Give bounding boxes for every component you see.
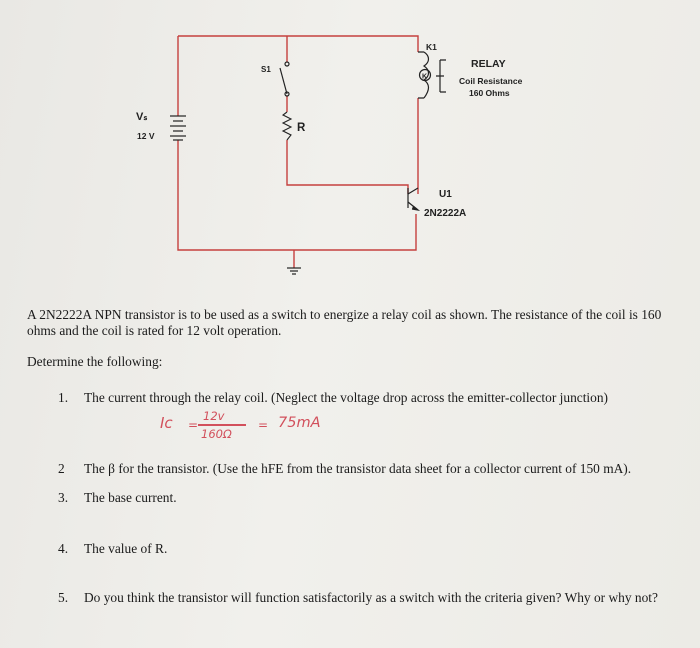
question-2-text: The β for the transistor. (Use the hFE from the transistor data sheet for a collector current of 150 mA).: [84, 461, 632, 476]
instructions-heading: Determine the following:: [27, 354, 163, 369]
circuit-wires: [178, 36, 418, 268]
relay-name-label: RELAY: [471, 58, 506, 70]
question-2: [58, 461, 688, 477]
problem-statement: A 2N2222A NPN transistor is to be used as a switch to energize a relay coil as shown. The resistance of the coil is 160 ohms and the coil is rated for 12 volt operation.: [27, 307, 662, 338]
source-label: Vₛ: [136, 111, 148, 123]
question-3-text: The base current.: [84, 490, 177, 505]
battery-symbol: [170, 116, 186, 140]
question-4: [58, 541, 167, 557]
question-3: [58, 490, 177, 506]
relay-k-marker: K: [422, 73, 428, 81]
handwritten-ic: Ic: [160, 414, 173, 432]
handwritten-equals-2: =: [258, 418, 269, 432]
question-1-text: The current through the relay coil. (Neglect the voltage drop across the emitter-collector junction): [84, 390, 608, 405]
handwritten-result: 75mA: [278, 415, 321, 431]
ground-symbol: [287, 268, 301, 274]
handwritten-fraction-bar: [198, 424, 246, 426]
transistor-reference-label: U1: [439, 189, 452, 200]
question-5: [58, 590, 658, 606]
question-1-number: 1.: [58, 390, 69, 405]
switch-label: S1: [261, 65, 271, 74]
npn-transistor-symbol: [408, 188, 418, 210]
handwritten-numerator: 12v: [203, 409, 225, 423]
source-voltage: 12 V: [137, 131, 155, 141]
question-2-number: 2: [58, 461, 65, 476]
relay-circuit-diagram: [0, 0, 700, 290]
question-5-text: Do you think the transistor will function satisfactorily as a switch with the criteria given? Why or why not?: [84, 590, 658, 605]
handwritten-equals-1: =: [188, 418, 199, 432]
question-1: [58, 390, 618, 406]
left-bottom-wire: [178, 140, 416, 250]
resistor-symbol: [283, 112, 291, 140]
question-5-number: 5.: [58, 590, 69, 605]
relay-reference-label: K1: [426, 42, 437, 52]
question-4-text: The value of R.: [84, 541, 168, 556]
handwritten-denominator: 160Ω: [201, 427, 232, 441]
transistor-part-label: 2N2222A: [424, 208, 467, 219]
resistor-to-base-wire: [287, 140, 408, 194]
resistor-label: R: [297, 122, 306, 134]
switch-s1-symbol: [280, 62, 289, 96]
relay-resistance-value: 160 Ohms: [469, 88, 510, 98]
question-4-number: 4.: [58, 541, 69, 556]
question-3-number: 3.: [58, 490, 69, 505]
top-wire: [178, 36, 418, 52]
relay-resistance-label: Coil Resistance: [459, 76, 523, 86]
